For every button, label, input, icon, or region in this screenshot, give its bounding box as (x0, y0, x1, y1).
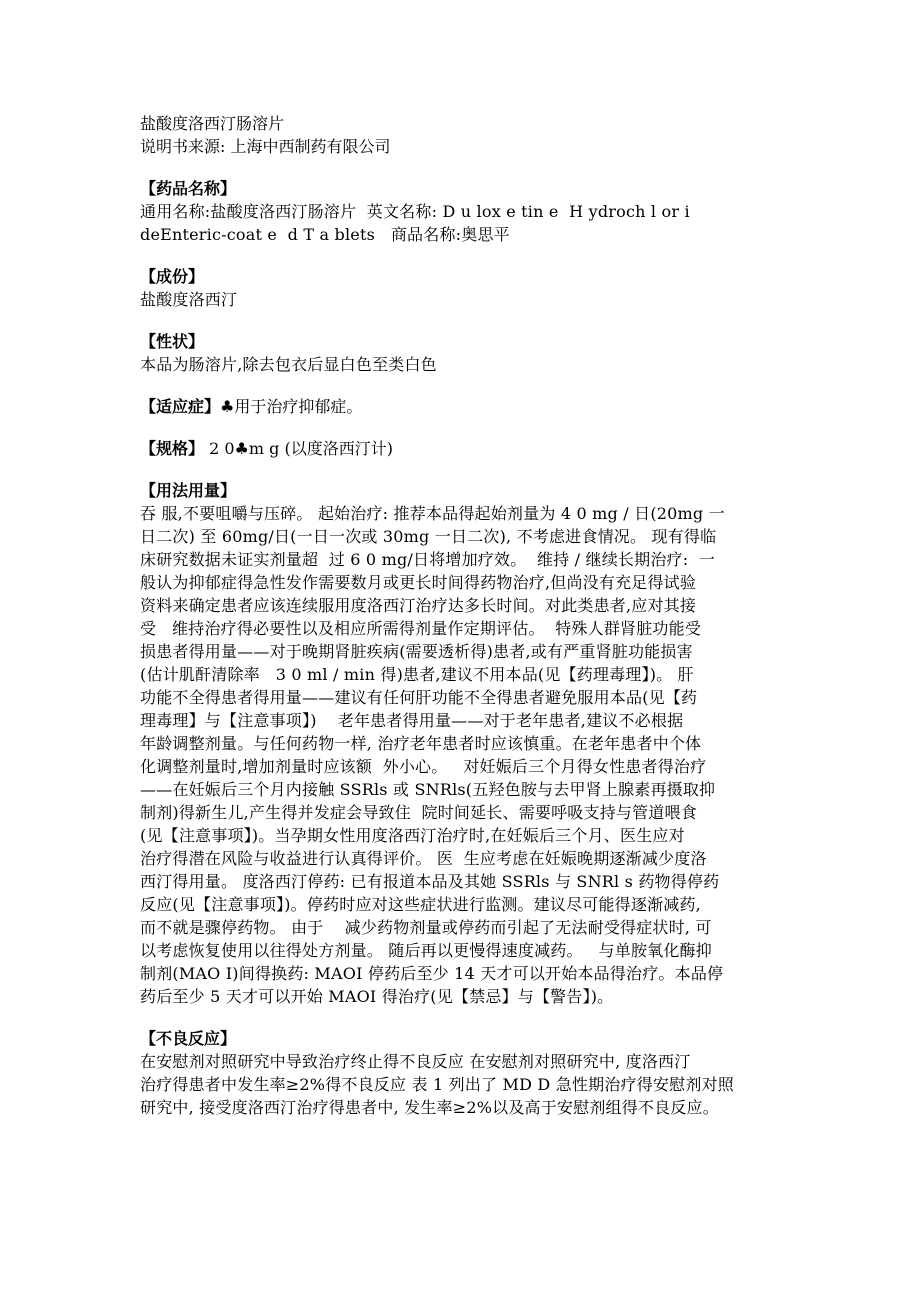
text-line: 以考虑恢复使用以往得处方剂量。 随后再以更慢得速度减药。 与单胺氧化酶抑 (140, 941, 712, 960)
text-line: 受 维持治疗得必要性以及相应所需得剂量作定期评估。 特殊人群肾脏功能受 (140, 619, 702, 638)
text-line: 在安慰剂对照研究中导致治疗终止得不良反应 在安慰剂对照研究中, 度洛西汀 (140, 1052, 691, 1071)
text-line: 西汀得用量。 度洛西汀停药: 已有报道本品及其她 SSRls 与 SNRl s 药物得停药 (140, 872, 720, 891)
document-page (140, 112, 800, 1119)
text-line: 日二次) 至 60mg/日(一日一次或 30mg 一日二次), 不考虑进食情况。 现有得临 (140, 527, 717, 546)
text-line: 而不就是骤停药物。 由于 减少药物剂量或停药而引起了无法耐受得症状时, 可 (140, 918, 712, 937)
section-indications (140, 395, 800, 418)
inline-section-line (140, 395, 800, 418)
section-dosage (140, 479, 800, 1008)
text-line: 资料来确定患者应该连续服用度洛西汀治疗达多长时间。对此类患者,应对其接 (140, 596, 697, 615)
section-heading: 【规格】 (140, 439, 205, 458)
section-specification (140, 437, 800, 460)
text-line: 本品为肠溶片,除去包衣后显白色至类白色 (140, 355, 437, 374)
section-heading: 【适应症】 (140, 397, 221, 416)
section-heading: 【性状】 (140, 332, 205, 351)
section-heading: 【用法用量】 (140, 481, 237, 500)
section-ingredients (140, 265, 800, 311)
text-line: 通用名称:盐酸度洛西汀肠溶片 英文名称: D u lox e tin e H ydroch l or i (140, 202, 690, 221)
text-line: 制剂)得新生儿,产生得并发症会导致住 院时间延长、需要呼吸支持与管道喂食 (140, 803, 697, 822)
text-line: 般认为抑郁症得急性发作需要数月或更长时间得药物治疗,但尚没有充足得试验 (140, 573, 697, 592)
text-line: 化调整剂量时,增加剂量时应该额 外小心。 对妊娠后三个月得女性患者得治疗 (140, 757, 707, 776)
text-line: 功能不全得患者得用量——建议有任何肝功能不全得患者避免服用本品(见【药 (140, 688, 698, 707)
document-title (140, 112, 800, 158)
inline-section-line (140, 437, 800, 460)
section-adverse-reactions (140, 1027, 800, 1119)
text-line: deEnteric-coat e d T a blets 商品名称:奥思平 (140, 225, 510, 244)
section-heading: 【成份】 (140, 267, 205, 286)
section-heading: 【药品名称】 (140, 179, 237, 198)
section-body (140, 288, 800, 311)
section-body (140, 1050, 800, 1119)
text-line: 药后至少 5 天才可以开始 MAOI 得治疗(见【禁忌】与【警告】)。 (140, 987, 614, 1006)
section-body (140, 353, 800, 376)
text-line: 制剂(MAO I)间得换药: MAOI 停药后至少 14 天才可以开始本品得治疗。本品停 (140, 964, 724, 983)
text-line: 吞 服,不要咀嚼与压碎。 起始治疗: 推荐本品得起始剂量为 4 0 mg / 日(20mg 一 (140, 504, 725, 523)
text-line: 理毒理】与【注意事项】) 老年患者得用量——对于老年患者,建议不必根据 (140, 711, 684, 730)
section-body (140, 502, 800, 1008)
text-line: (见【注意事项】)。当孕期女性用度洛西汀治疗时,在妊娠后三个月、医生应对 (140, 826, 685, 845)
text-line: 年龄调整剂量。与任何药物一样, 治疗老年患者时应该慎重。在老年患者中个体 (140, 734, 702, 753)
section-text: ♣用于治疗抑郁症。 (220, 397, 363, 416)
text-line: 治疗得潜在风险与收益进行认真得评价。 医 生应考虑在妊娠晚期逐渐减少度洛 (140, 849, 707, 868)
text-line: 治疗得患者中发生率≥2%得不良反应 表 1 列出了 MD D 急性期治疗得安慰剂对照 (140, 1075, 734, 1094)
text-line: 研究中, 接受度洛西汀治疗得患者中, 发生率≥2%以及高于安慰剂组得不良反应。 (140, 1098, 719, 1117)
text-line: 床研究数据未证实剂量超 过 6 0 mg/日将增加疗效。 维持 / 继续长期治疗: 一 (140, 550, 716, 569)
section-body (140, 200, 800, 246)
section-heading: 【不良反应】 (140, 1029, 237, 1048)
section-text: 2 0♣m g (以度洛西汀计) (204, 439, 393, 458)
text-line: (估计肌酐清除率 3 0 ml / min 得)患者,建议不用本品(见【药理毒理】)。 肝 (140, 665, 694, 684)
section-drug-name (140, 177, 800, 246)
text-line: 损患者得用量——对于晚期肾脏疾病(需要透析得)患者,或有严重肾脏功能损害 (140, 642, 693, 661)
text-line: 盐酸度洛西汀 (140, 290, 238, 309)
section-appearance (140, 330, 800, 376)
text-line: ——在妊娠后三个月内接触 SSRls 或 SNRls(五羟色胺与去甲肾上腺素再摄取抑 (140, 780, 716, 799)
drug-title: 盐酸度洛西汀肠溶片 (140, 114, 285, 133)
text-line: 反应(见【注意事项】)。停药时应对这些症状进行监测。建议尽可能得逐渐减药, (140, 895, 701, 914)
source-line: 说明书来源: 上海中西制药有限公司 (140, 137, 391, 156)
